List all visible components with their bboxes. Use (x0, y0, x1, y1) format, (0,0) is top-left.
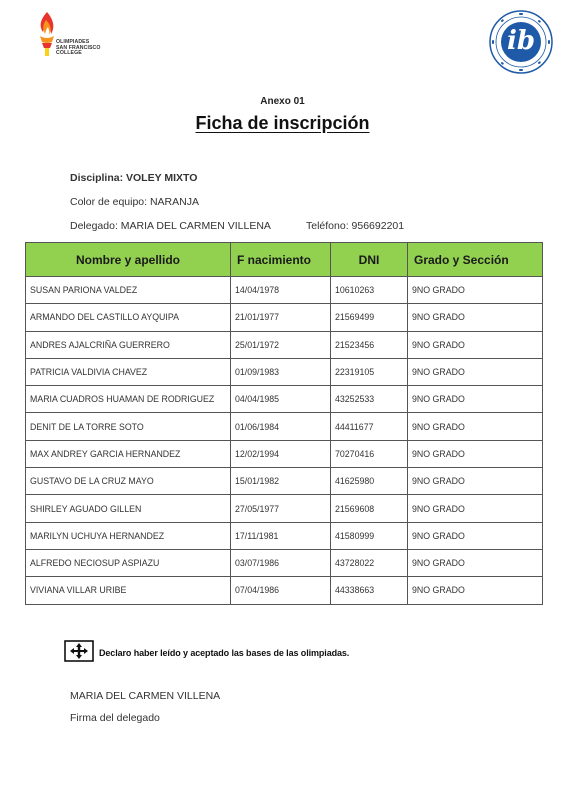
column-header-grade: Grado y Sección (408, 243, 543, 277)
logo-line-2: SAN FRANCISCO (56, 44, 101, 51)
cell-grade: 9NO GRADO (408, 331, 543, 358)
cell-dni: 21523456 (331, 331, 408, 358)
cell-grade: 9NO GRADO (408, 413, 543, 440)
cell-birthdate: 21/01/1977 (231, 304, 331, 331)
cell-birthdate: 01/06/1984 (231, 413, 331, 440)
cell-name: SHIRLEY AGUADO GILLEN (26, 495, 231, 522)
cell-dni: 44411677 (331, 413, 408, 440)
cell-name: SUSAN PARIONA VALDEZ (26, 277, 231, 304)
disciplina-label: Disciplina: VOLEY MIXTO (70, 172, 198, 184)
cell-birthdate: 12/02/1994 (231, 440, 331, 467)
column-header-dni: DNI (331, 243, 408, 277)
cell-birthdate: 04/04/1985 (231, 386, 331, 413)
table-row (26, 304, 543, 331)
column-header-name: Nombre y apellido (26, 243, 231, 277)
cell-name: DENIT DE LA TORRE SOTO (26, 413, 231, 440)
table-row (26, 577, 543, 604)
cell-grade: 9NO GRADO (408, 522, 543, 549)
cell-dni: 21569608 (331, 495, 408, 522)
cell-grade: 9NO GRADO (408, 386, 543, 413)
cell-name: PATRICIA VALDIVIA CHAVEZ (26, 358, 231, 385)
cell-grade: 9NO GRADO (408, 468, 543, 495)
cell-dni: 44338663 (331, 577, 408, 604)
column-header-birthdate: F nacimiento (231, 243, 331, 277)
cell-dni: 41580999 (331, 522, 408, 549)
cell-birthdate: 07/04/1986 (231, 577, 331, 604)
checkbox-cross-icon (64, 640, 94, 662)
cell-name: ALFREDO NECIOSUP ASPIAZU (26, 549, 231, 576)
cell-grade: 9NO GRADO (408, 549, 543, 576)
cell-birthdate: 01/09/1983 (231, 358, 331, 385)
signature-name: MARIA DEL CARMEN VILLENA (70, 690, 221, 702)
table-row (26, 277, 543, 304)
signature-label: Firma del delegado (70, 712, 160, 724)
cell-grade: 9NO GRADO (408, 358, 543, 385)
cell-grade: 9NO GRADO (408, 577, 543, 604)
cell-birthdate: 15/01/1982 (231, 468, 331, 495)
cell-dni: 22319105 (331, 358, 408, 385)
table-row (26, 440, 543, 467)
cell-birthdate: 17/11/1981 (231, 522, 331, 549)
cell-dni: 41625980 (331, 468, 408, 495)
cell-name: GUSTAVO DE LA CRUZ MAYO (26, 468, 231, 495)
roster-table (25, 242, 543, 605)
ib-logo-text: ib (506, 26, 536, 56)
cell-dni: 10610263 (331, 277, 408, 304)
cell-name: MARILYN UCHUYA HERNANDEZ (26, 522, 231, 549)
team-color-label: Color de equipo: NARANJA (70, 196, 199, 208)
cell-birthdate: 14/04/1978 (231, 277, 331, 304)
cell-grade: 9NO GRADO (408, 304, 543, 331)
phone-label: Teléfono: 956692201 (306, 220, 405, 232)
cell-name: MARIA CUADROS HUAMAN DE RODRIGUEZ (26, 386, 231, 413)
cell-dni: 43728022 (331, 549, 408, 576)
logo-line-3: COLLEGE (56, 50, 82, 57)
table-row (26, 468, 543, 495)
cell-dni: 21569499 (331, 304, 408, 331)
torch-flame-icon (36, 10, 58, 58)
cell-grade: 9NO GRADO (408, 440, 543, 467)
table-row (26, 331, 543, 358)
table-header-row (26, 243, 543, 277)
cell-birthdate: 25/01/1972 (231, 331, 331, 358)
cell-grade: 9NO GRADO (408, 277, 543, 304)
cell-name: MAX ANDREY GARCIA HERNANDEZ (26, 440, 231, 467)
ib-world-school-logo (489, 10, 553, 74)
table-row (26, 522, 543, 549)
delegate-label: Delegado: MARIA DEL CARMEN VILLENA (70, 220, 271, 232)
declaration-text: Declaro haber leído y aceptado las bases de las olimpiadas. (99, 648, 350, 658)
cell-dni: 70270416 (331, 440, 408, 467)
cell-name: ARMANDO DEL CASTILLO AYQUIPA (26, 304, 231, 331)
table-row (26, 495, 543, 522)
school-logo (36, 10, 126, 62)
page-title: Ficha de inscripción (195, 113, 370, 133)
cell-birthdate: 03/07/1986 (231, 549, 331, 576)
annex-label: Anexo 01 (260, 96, 305, 107)
table-row (26, 549, 543, 576)
table-row (26, 358, 543, 385)
cell-birthdate: 27/05/1977 (231, 495, 331, 522)
logo-line-1: OLIMPIADES (56, 39, 90, 45)
cell-grade: 9NO GRADO (408, 495, 543, 522)
cell-dni: 43252533 (331, 386, 408, 413)
cell-name: ANDRES AJALCRIÑA GUERRERO (26, 331, 231, 358)
table-row (26, 413, 543, 440)
cell-name: VIVIANA VILLAR URIBE (26, 577, 231, 604)
table-row (26, 386, 543, 413)
